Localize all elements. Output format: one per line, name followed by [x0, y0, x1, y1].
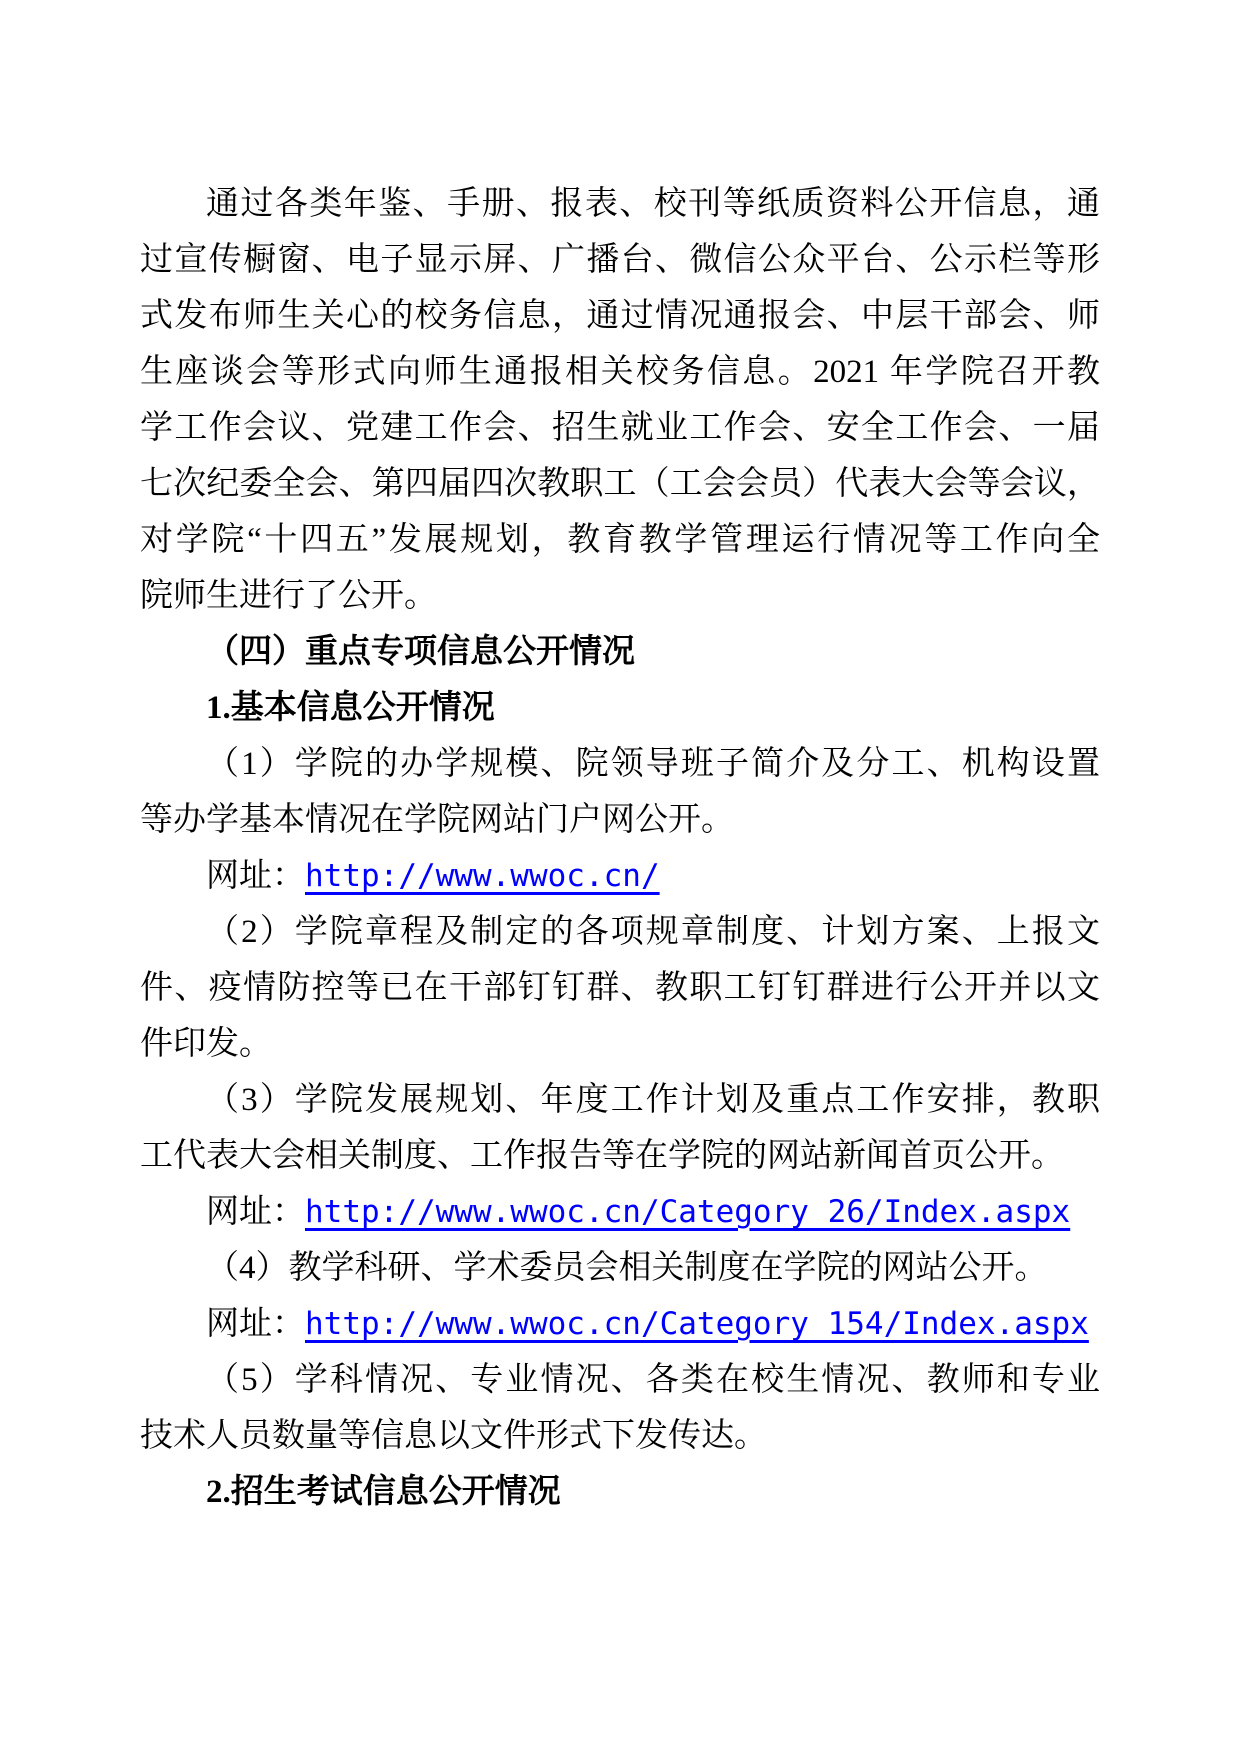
paragraph-line: 式发布师生关心的校务信息，通过情况通报会、中层干部会、师: [140, 298, 1100, 334]
url-label: 网址：: [206, 858, 305, 894]
subsection-heading-1: 1.基本信息公开情况: [206, 690, 495, 726]
paragraph-line: 对学院“十四五”发展规划，教育教学管理运行情况等工作向全: [140, 522, 1100, 558]
paragraph-line: 件印发。: [140, 1026, 272, 1062]
url-link-category-154[interactable]: http://www.wwoc.cn/Category_154/Index.aspx: [305, 1306, 1089, 1342]
paragraph-line: （3）学院发展规划、年度工作计划及重点工作安排，教职: [206, 1082, 1100, 1118]
section-heading-4: （四）重点专项信息公开情况: [206, 634, 635, 670]
paragraph-line: （1）学院的办学规模、院领导班子简介及分工、机构设置: [206, 746, 1100, 782]
url-label: 网址：: [206, 1194, 305, 1230]
paragraph-line: 工代表大会相关制度、工作报告等在学院的网站新闻首页公开。: [140, 1138, 1064, 1174]
paragraph-line: 通过各类年鉴、手册、报表、校刊等纸质资料公开信息，通: [206, 186, 1100, 222]
url-link-category-26[interactable]: http://www.wwoc.cn/Category_26/Index.aspx: [305, 1194, 1071, 1230]
paragraph-line: 件、疫情防控等已在干部钉钉群、教职工钉钉群进行公开并以文: [140, 970, 1100, 1006]
paragraph-line: 七次纪委全会、第四届四次教职工（工会会员）代表大会等会议，: [140, 466, 1100, 502]
url-line: [140, 848, 1100, 904]
url-label: 网址：: [206, 1306, 305, 1342]
url-line: [140, 1184, 1100, 1240]
url-link-homepage[interactable]: http://www.wwoc.cn/: [305, 858, 660, 894]
paragraph-line: 院师生进行了公开。: [140, 578, 437, 614]
paragraph-line: 等办学基本情况在学院网站门户网公开。: [140, 802, 734, 838]
subsection-heading-2: 2.招生考试信息公开情况: [206, 1474, 561, 1510]
paragraph-line: （5）学科情况、专业情况、各类在校生情况、教师和专业: [206, 1362, 1100, 1398]
url-line: [140, 1296, 1100, 1352]
paragraph-line: 技术人员数量等信息以文件形式下发传达。: [140, 1418, 767, 1454]
paragraph-line: 学工作会议、党建工作会、招生就业工作会、安全工作会、一届: [140, 410, 1100, 446]
paragraph-line: 生座谈会等形式向师生通报相关校务信息。2021 年学院召开教: [140, 354, 1100, 390]
paragraph-line: 过宣传橱窗、电子显示屏、广播台、微信公众平台、公示栏等形: [140, 242, 1100, 278]
paragraph-line: （2）学院章程及制定的各项规章制度、计划方案、上报文: [206, 914, 1100, 950]
paragraph-line: （4）教学科研、学术委员会相关制度在学院的网站公开。: [206, 1250, 1048, 1286]
